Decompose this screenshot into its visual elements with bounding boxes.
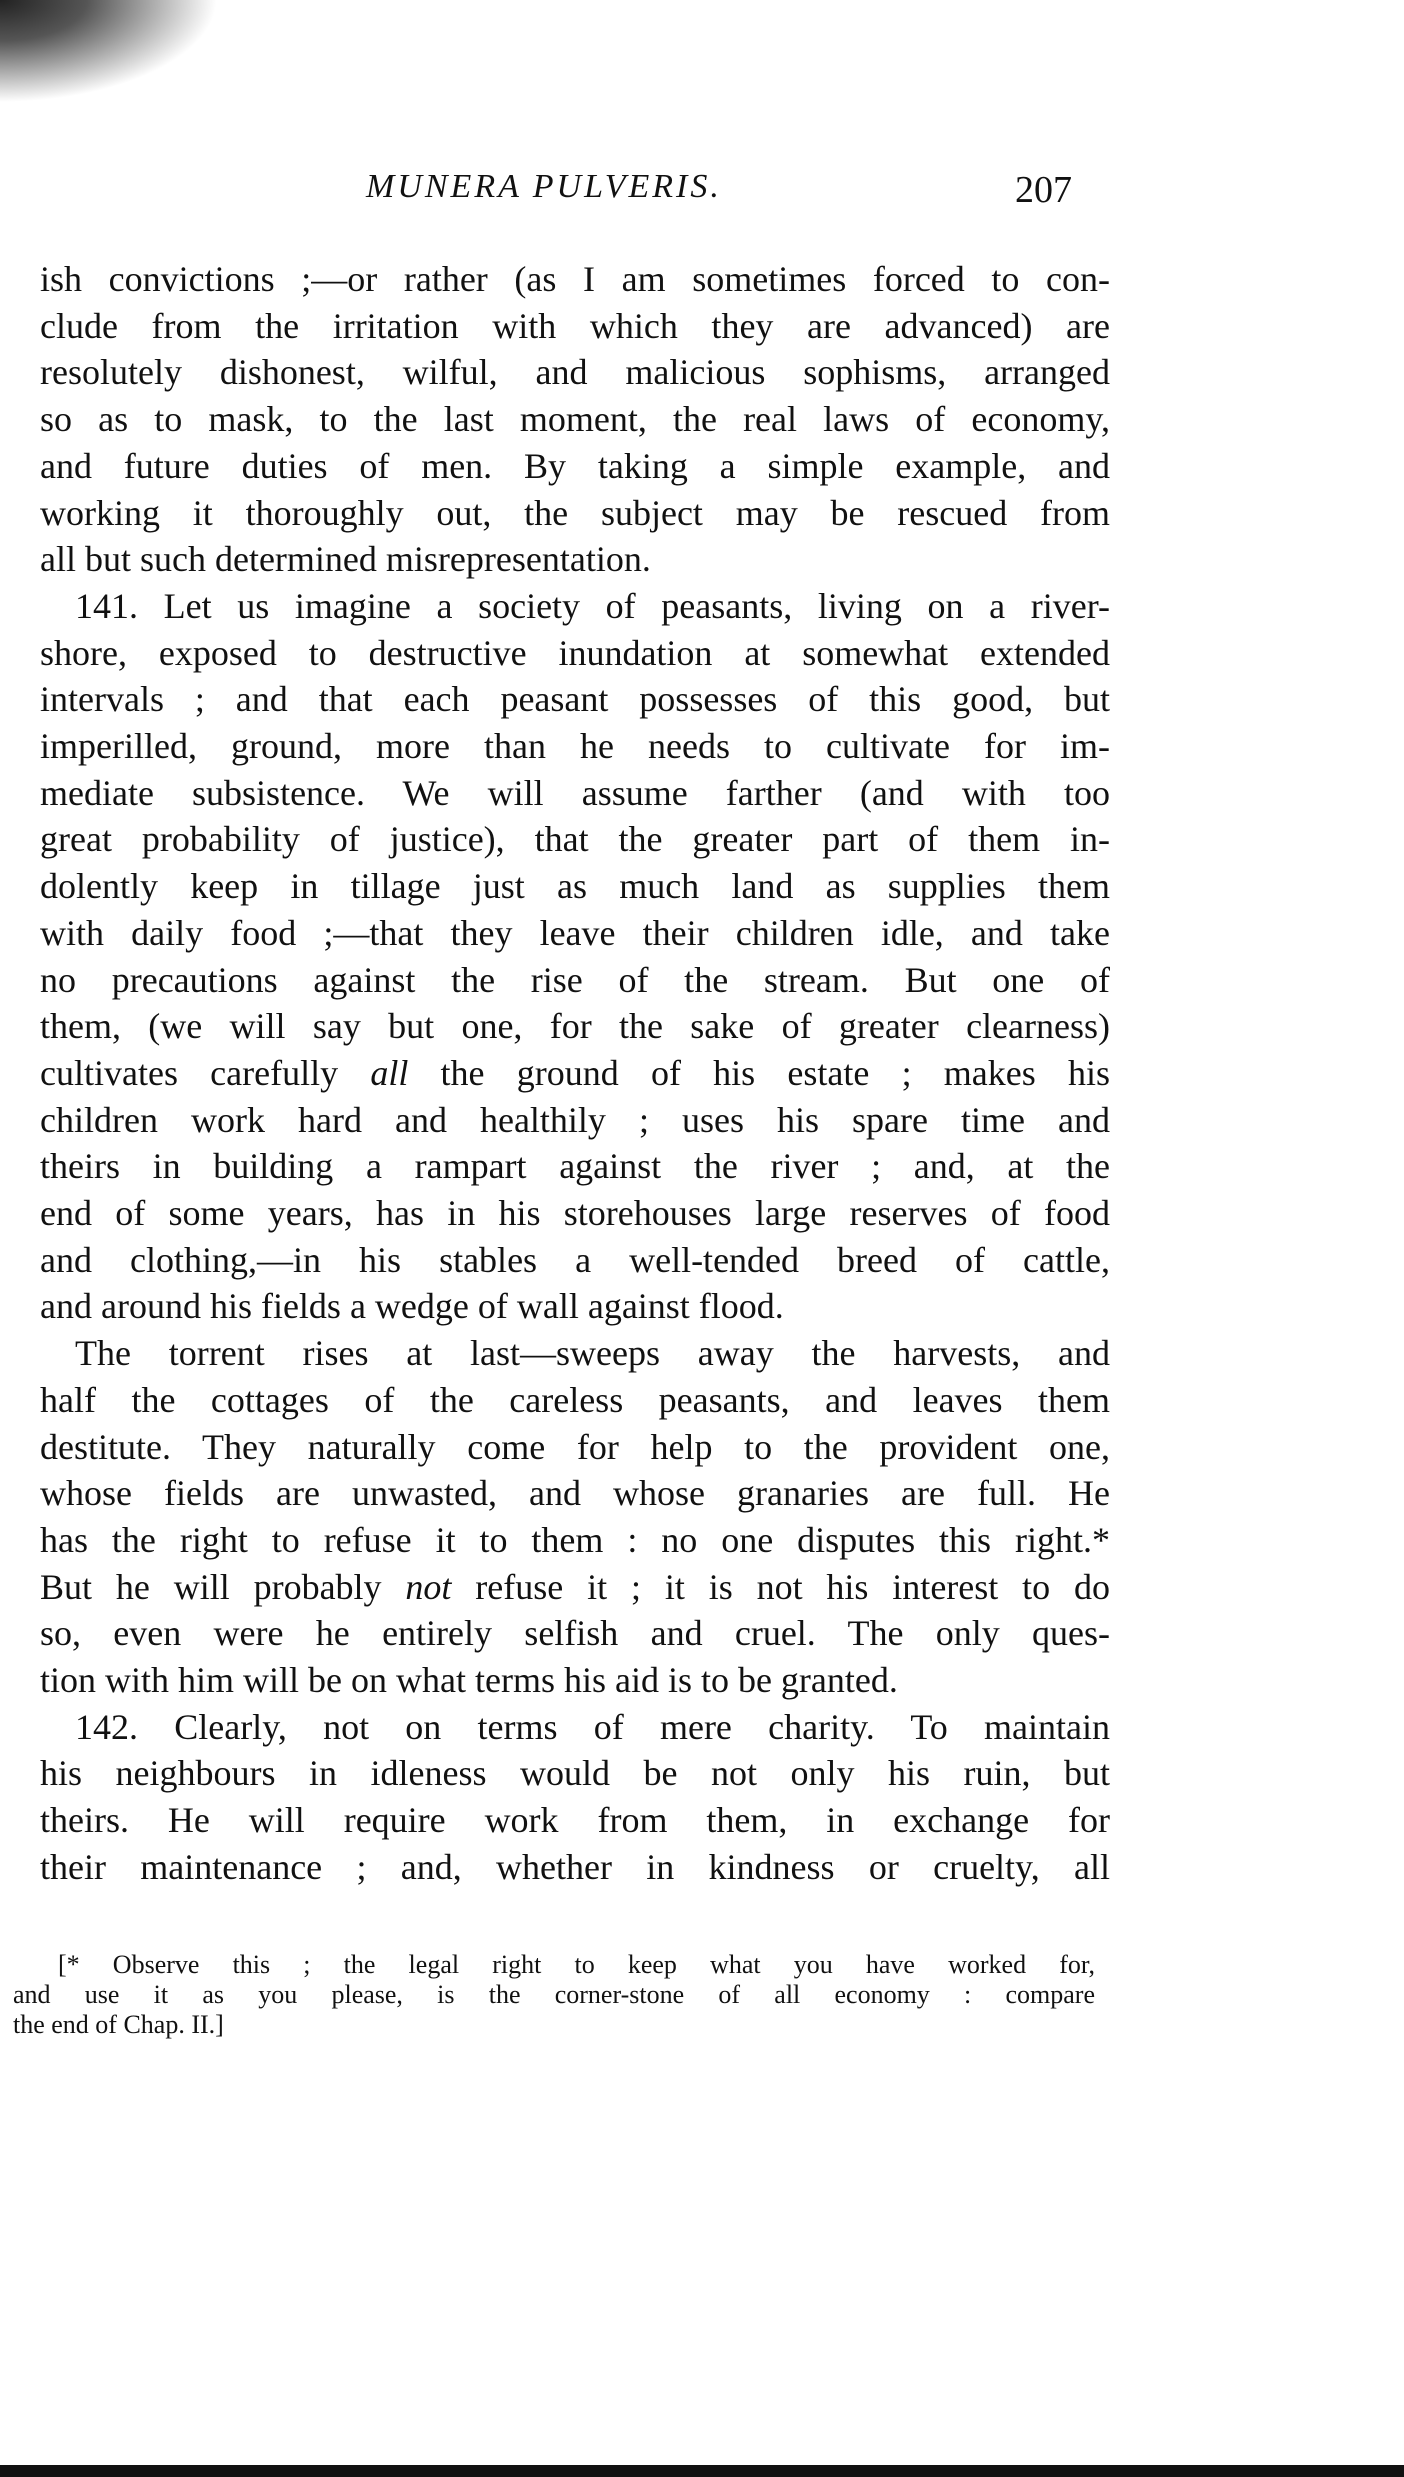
text-line: 141. Let us imagine a society of peasants, living on a river-: [75, 585, 1110, 626]
text-line: clude from the irritation with which they are advanced) are: [40, 305, 1110, 346]
text-line: ish convictions ;—or rather (as I am sometimes forced to con-: [40, 259, 1110, 299]
italic-word: not: [405, 1566, 452, 1607]
text-line: half the cottages of the careless peasants, and leaves them: [40, 1379, 1110, 1420]
text-line: tion with him will be on what terms his aid is to be granted.: [40, 1660, 898, 1700]
footnote-line: and use it as you please, is the corner-stone of all economy : compare: [13, 1980, 1095, 2009]
text-line: his neighbours in idleness would be not only his ruin, but: [40, 1753, 1110, 1794]
text-line: [40, 1564, 1110, 1610]
scan-edge-bar: [0, 2465, 1404, 2477]
text-line: working it thoroughly out, the subject may be rescued from: [40, 492, 1110, 533]
text-line: and future duties of men. By taking a simple example, and: [40, 445, 1110, 486]
footnote-line: [* Observe this ; the legal right to keep what you have worked for,: [58, 1950, 1095, 1979]
text-segment: refuse it ; it is not his interest to do: [451, 1566, 1110, 1607]
text-line: so, even were he entirely selfish and cruel. The only ques-: [40, 1613, 1110, 1654]
text-line: dolently keep in tillage just as much land as supplies them: [40, 866, 1110, 907]
text-line: shore, exposed to destructive inundation at somewhat extended: [40, 632, 1110, 673]
text-line: and around his fields a wedge of wall against flood.: [40, 1286, 784, 1327]
text-line: mediate subsistence. We will assume farther (and with too: [40, 772, 1110, 813]
text-line: 142. Clearly, not on terms of mere charity. To maintain: [75, 1706, 1110, 1747]
page-number: 207: [1015, 169, 1072, 211]
text-line: them, (we will say but one, for the sake of greater clearness): [40, 1006, 1110, 1047]
text-line: theirs. He will require work from them, in exchange for: [40, 1800, 1110, 1841]
text-line: has the right to refuse it to them : no one disputes this right.*: [40, 1519, 1110, 1560]
text-line: and clothing,—in his stables a well-tended breed of cattle,: [40, 1239, 1110, 1280]
text-segment: cultivates carefully: [40, 1052, 371, 1093]
text-line: so as to mask, to the last moment, the real laws of economy,: [40, 399, 1110, 440]
text-line: resolutely dishonest, wilful, and malicious sophisms, arranged: [40, 352, 1110, 393]
text-line: no precautions against the rise of the stream. But one of: [40, 959, 1110, 1000]
text-line: with daily food ;—that they leave their children idle, and take: [40, 912, 1110, 953]
running-title: MUNERA PULVERIS.: [366, 168, 722, 205]
text-line: end of some years, has in his storehouses large reserves of food: [40, 1193, 1110, 1233]
text-line: great probability of justice), that the greater part of them in-: [40, 819, 1110, 860]
text-line: whose fields are unwasted, and whose granaries are full. He: [40, 1473, 1110, 1514]
text-line: imperilled, ground, more than he needs to cultivate for im-: [40, 726, 1110, 766]
text-segment: But he will probably: [40, 1566, 406, 1607]
text-segment: the ground of his estate ; makes his: [408, 1052, 1110, 1093]
text-line: children work hard and healthily ; uses his spare time and: [40, 1099, 1110, 1140]
text-line: theirs in building a rampart against the river ; and, at the: [40, 1146, 1110, 1187]
footnote-line: the end of Chap. II.]: [13, 2010, 224, 2039]
text-line: intervals ; and that each peasant possesses of this good, but: [40, 679, 1110, 720]
scan-shadow-corner: [0, 0, 340, 160]
italic-word: all: [370, 1052, 409, 1093]
text-line: their maintenance ; and, whether in kindness or cruelty, all: [40, 1846, 1110, 1887]
text-line: [40, 1050, 1110, 1096]
text-line: all but such determined misrepresentation.: [40, 539, 651, 580]
text-line: destitute. They naturally come for help to the provident one,: [40, 1426, 1110, 1467]
text-line: The torrent rises at last—sweeps away the harvests, and: [75, 1333, 1110, 1374]
